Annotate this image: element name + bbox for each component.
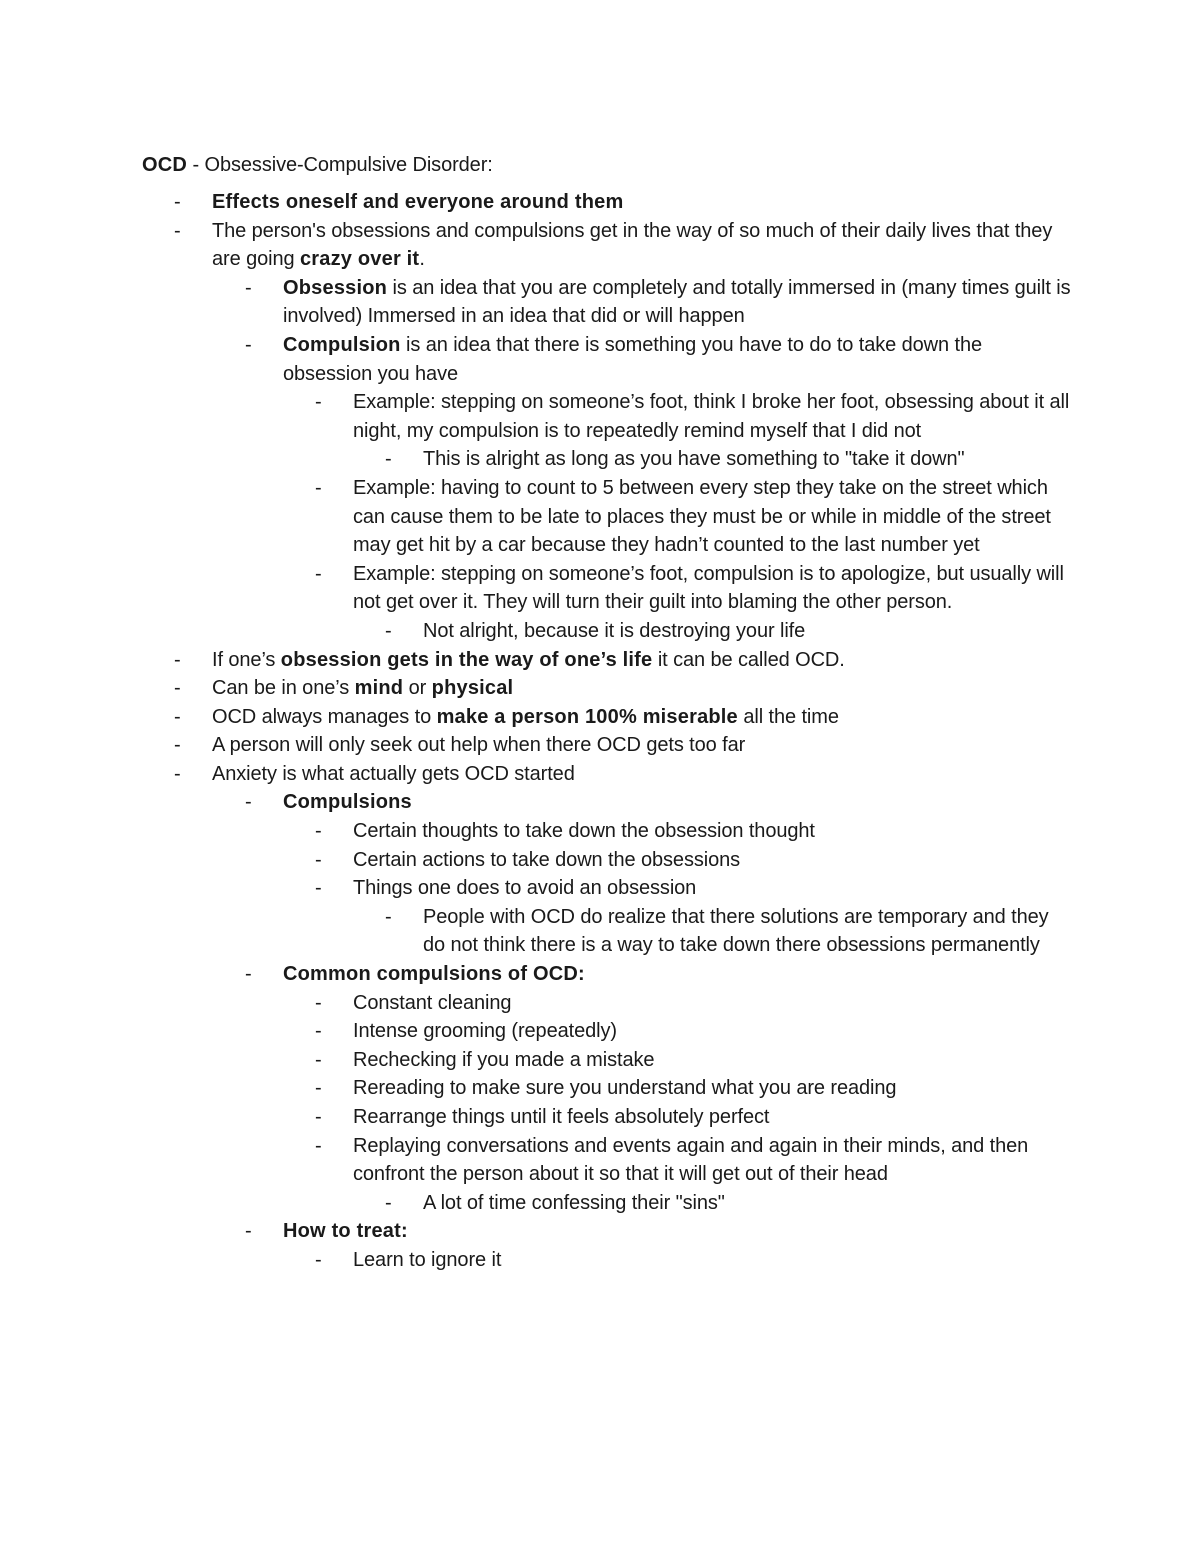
item-text: Example: having to count to 5 between every step they take on the street which can cause them to be late to places they must be or while in middle of the street may get hit by a car because they hadn’t counted to the last number yet <box>353 476 1051 557</box>
item-text: If one’s <box>212 648 281 671</box>
list-item <box>142 1103 1072 1132</box>
bullet-dash: - <box>245 333 252 356</box>
list-item <box>142 1246 1072 1275</box>
list-item <box>142 1217 1072 1246</box>
bullet-dash: - <box>174 762 181 785</box>
bold-text: Effects oneself and everyone around them <box>212 191 624 213</box>
bold-text: mind <box>354 677 404 700</box>
list-item <box>142 445 1072 474</box>
item-text: Example: stepping on someone’s foot, think I broke her foot, obsessing about it all night, my compulsion is to repeatedly remind myself that I did not <box>353 391 1070 442</box>
list-item <box>142 760 1072 789</box>
document-page <box>142 151 1072 1275</box>
bullet-dash: - <box>245 276 252 299</box>
list-item <box>142 1074 1072 1103</box>
bullet-dash: - <box>174 677 181 700</box>
list-item <box>142 817 1072 846</box>
item-text: Can be in one’s <box>212 677 355 700</box>
list-item <box>142 960 1072 989</box>
list-item <box>142 989 1072 1018</box>
list-item <box>142 1017 1072 1046</box>
item-text: Anxiety is what actually gets OCD started <box>212 762 575 785</box>
list-item <box>142 846 1072 875</box>
item-text: Rearrange things until it feels absolutely perfect <box>353 1106 770 1128</box>
document-title <box>142 151 1072 180</box>
item-text: A person will only seek out help when there OCD gets too far <box>212 734 746 757</box>
bullet-dash: - <box>245 791 252 814</box>
item-text: This is alright as long as you have something to "take it down" <box>423 448 965 471</box>
bold-text: Obsession <box>283 276 388 299</box>
bullet-dash: - <box>315 1077 322 1100</box>
bullet-dash: - <box>315 562 322 585</box>
list-item <box>142 188 1072 217</box>
item-text: is an idea that you are completely and totally immersed in (many times guilt is involved) Immersed in an idea that did or will happen <box>283 276 1071 328</box>
item-text: People with OCD do realize that there solutions are temporary and they do not think there is a way to take down there obsessions permanently <box>423 905 1049 957</box>
bullet-dash: - <box>245 963 252 986</box>
list-item <box>142 1046 1072 1075</box>
bullet-dash: - <box>315 877 322 900</box>
title-bold: OCD <box>142 154 188 176</box>
item-text: or <box>403 677 432 700</box>
list-item <box>142 1189 1072 1218</box>
item-text: Rereading to make sure you understand what you are reading <box>353 1077 897 1100</box>
list-item <box>142 874 1072 903</box>
title-rest: - Obsessive-Compulsive Disorder: <box>187 154 493 176</box>
bullet-dash: - <box>385 905 392 928</box>
item-text: Certain actions to take down the obsessions <box>353 848 741 871</box>
list-item <box>142 731 1072 760</box>
bullet-dash: - <box>385 619 392 642</box>
item-text: Things one does to avoid an obsession <box>353 877 697 900</box>
bullet-dash: - <box>315 820 322 843</box>
bold-text: obsession gets in the way of one’s life <box>280 648 653 671</box>
bold-text: Compulsion <box>283 333 401 356</box>
item-text: is an idea that there is something you have to do to take down the obsession you have <box>283 333 983 385</box>
item-text: Constant cleaning <box>353 991 512 1014</box>
bullet-dash: - <box>174 191 181 213</box>
item-text: all the time <box>737 705 839 728</box>
list-item <box>142 388 1072 445</box>
bullet-dash: - <box>315 991 322 1014</box>
bold-text: Compulsions <box>283 791 412 814</box>
item-text: . <box>419 248 425 271</box>
item-text: Learn to ignore it <box>353 1248 502 1271</box>
item-text: Replaying conversations and events again and again in their minds, and then confront the person about it so that it will get out of their head <box>353 1134 1029 1186</box>
list-item <box>142 617 1072 646</box>
item-text: Certain thoughts to take down the obsession thought <box>353 820 815 843</box>
list-item <box>142 646 1072 675</box>
list-item <box>142 474 1072 560</box>
item-text: OCD always manages to <box>212 705 437 728</box>
list-item <box>142 331 1072 388</box>
bullet-dash: - <box>174 734 181 757</box>
bold-text: crazy over it <box>299 248 420 271</box>
bullet-dash: - <box>174 219 181 242</box>
list-item <box>142 560 1072 617</box>
notes-list <box>142 188 1072 1275</box>
bold-text: How to treat: <box>283 1220 408 1243</box>
bullet-dash: - <box>385 1191 392 1214</box>
list-item <box>142 703 1072 732</box>
bullet-dash: - <box>315 1048 322 1071</box>
list-item <box>142 788 1072 817</box>
bullet-dash: - <box>385 448 392 471</box>
list-item <box>142 903 1072 960</box>
list-item <box>142 274 1072 331</box>
item-text: A lot of time confessing their "sins" <box>423 1191 725 1214</box>
item-text: Rechecking if you made a mistake <box>353 1048 655 1071</box>
item-text: Intense grooming (repeatedly) <box>353 1020 617 1043</box>
bullet-dash: - <box>315 1020 322 1043</box>
item-text: Not alright, because it is destroying your life <box>423 619 806 642</box>
item-text: The person's obsessions and compulsions get in the way of so much of their daily lives that they are going <box>212 219 1053 271</box>
bold-text: physical <box>431 677 514 700</box>
bold-text: Common compulsions of OCD: <box>283 963 585 986</box>
list-item <box>142 674 1072 703</box>
item-text: it can be called OCD. <box>652 648 845 671</box>
bullet-dash: - <box>315 476 322 499</box>
list-item <box>142 1132 1072 1189</box>
bullet-dash: - <box>315 1248 322 1271</box>
bullet-dash: - <box>245 1220 252 1243</box>
list-item <box>142 217 1072 274</box>
bullet-dash: - <box>315 1134 322 1157</box>
bold-text: make a person 100% miserable <box>436 705 738 728</box>
item-text: Example: stepping on someone’s foot, compulsion is to apologize, but usually will not get over it. They will turn their guilt into blaming the other person. <box>353 562 1064 614</box>
bullet-dash: - <box>315 391 322 414</box>
bullet-dash: - <box>174 705 181 728</box>
bullet-dash: - <box>174 648 181 671</box>
bullet-dash: - <box>315 1106 322 1128</box>
bullet-dash: - <box>315 848 322 871</box>
